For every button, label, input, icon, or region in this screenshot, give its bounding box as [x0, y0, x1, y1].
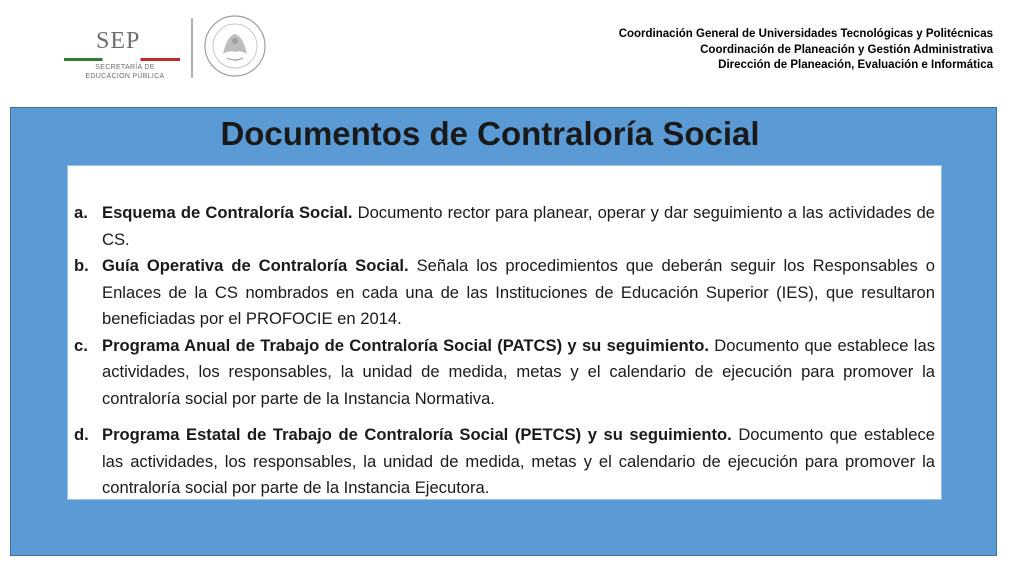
header-line-3: Dirección de Planeación, Evaluación e Informática	[718, 59, 993, 71]
document-list	[74, 200, 935, 502]
slide-title: Documentos de Contraloría Social	[220, 115, 760, 152]
sep-logo-line1: SECRETARÍA DE	[95, 64, 155, 71]
list-marker: d.	[74, 425, 89, 444]
list-item-b	[74, 253, 935, 333]
sep-logo-name: SEP	[96, 28, 141, 54]
list-marker: b.	[74, 256, 89, 275]
list-item-text: Documento rector para planear, operar y dar seguimiento a las actividades de CS.	[102, 203, 935, 249]
list-item-lead: Guía Operativa de Contraloría Social.	[102, 256, 409, 275]
header-line-2: Coordinación de Planeación y Gestión Administrativa	[700, 43, 993, 56]
list-item-lead: Programa Estatal de Trabajo de Contraloría Social (PETCS) y su seguimiento.	[102, 425, 732, 444]
list-marker: c.	[74, 335, 88, 355]
sep-logo	[64, 14, 182, 82]
list-item-text: Documento que establece las actividades, los responsables, la unidad de medida, metas y el calendario de ejecución para promover la contraloría social por parte de la Instancia Ejecutora.	[102, 425, 935, 497]
logo-divider	[191, 18, 193, 78]
national-seal-icon	[203, 14, 267, 78]
list-item-lead: Programa Anual de Trabajo de Contraloría Social (PATCS) y su seguimiento.	[102, 335, 709, 355]
list-marker: a.	[74, 203, 88, 222]
sep-logo-line2: EDUCACIÓN PÚBLICA	[85, 73, 165, 80]
header-institution-lines	[619, 27, 993, 74]
list-item-d	[74, 422, 935, 502]
list-item-text: Documento que establece las actividades, los responsables, la unidad de medida, metas y el calendario de ejecución para promover la contraloría social por parte de la Instancia Normativa.	[102, 335, 936, 408]
content-box	[67, 165, 942, 500]
header-line-1: Coordinación General de Universidades Tecnológicas y Politécnicas	[618, 28, 993, 40]
list-item-a	[74, 200, 935, 253]
list-item-lead: Esquema de Contraloría Social.	[102, 203, 353, 222]
list-item-text: Señala los procedimientos que deberán seguir los Responsables o Enlaces de la CS nombrados en cada una de las Instituciones de Educación Superior (IES), que resultaron beneficiadas por el PROFOCIE en 2014.	[102, 256, 935, 328]
list-item-c	[74, 333, 935, 413]
sep-logo-rule	[64, 58, 180, 61]
